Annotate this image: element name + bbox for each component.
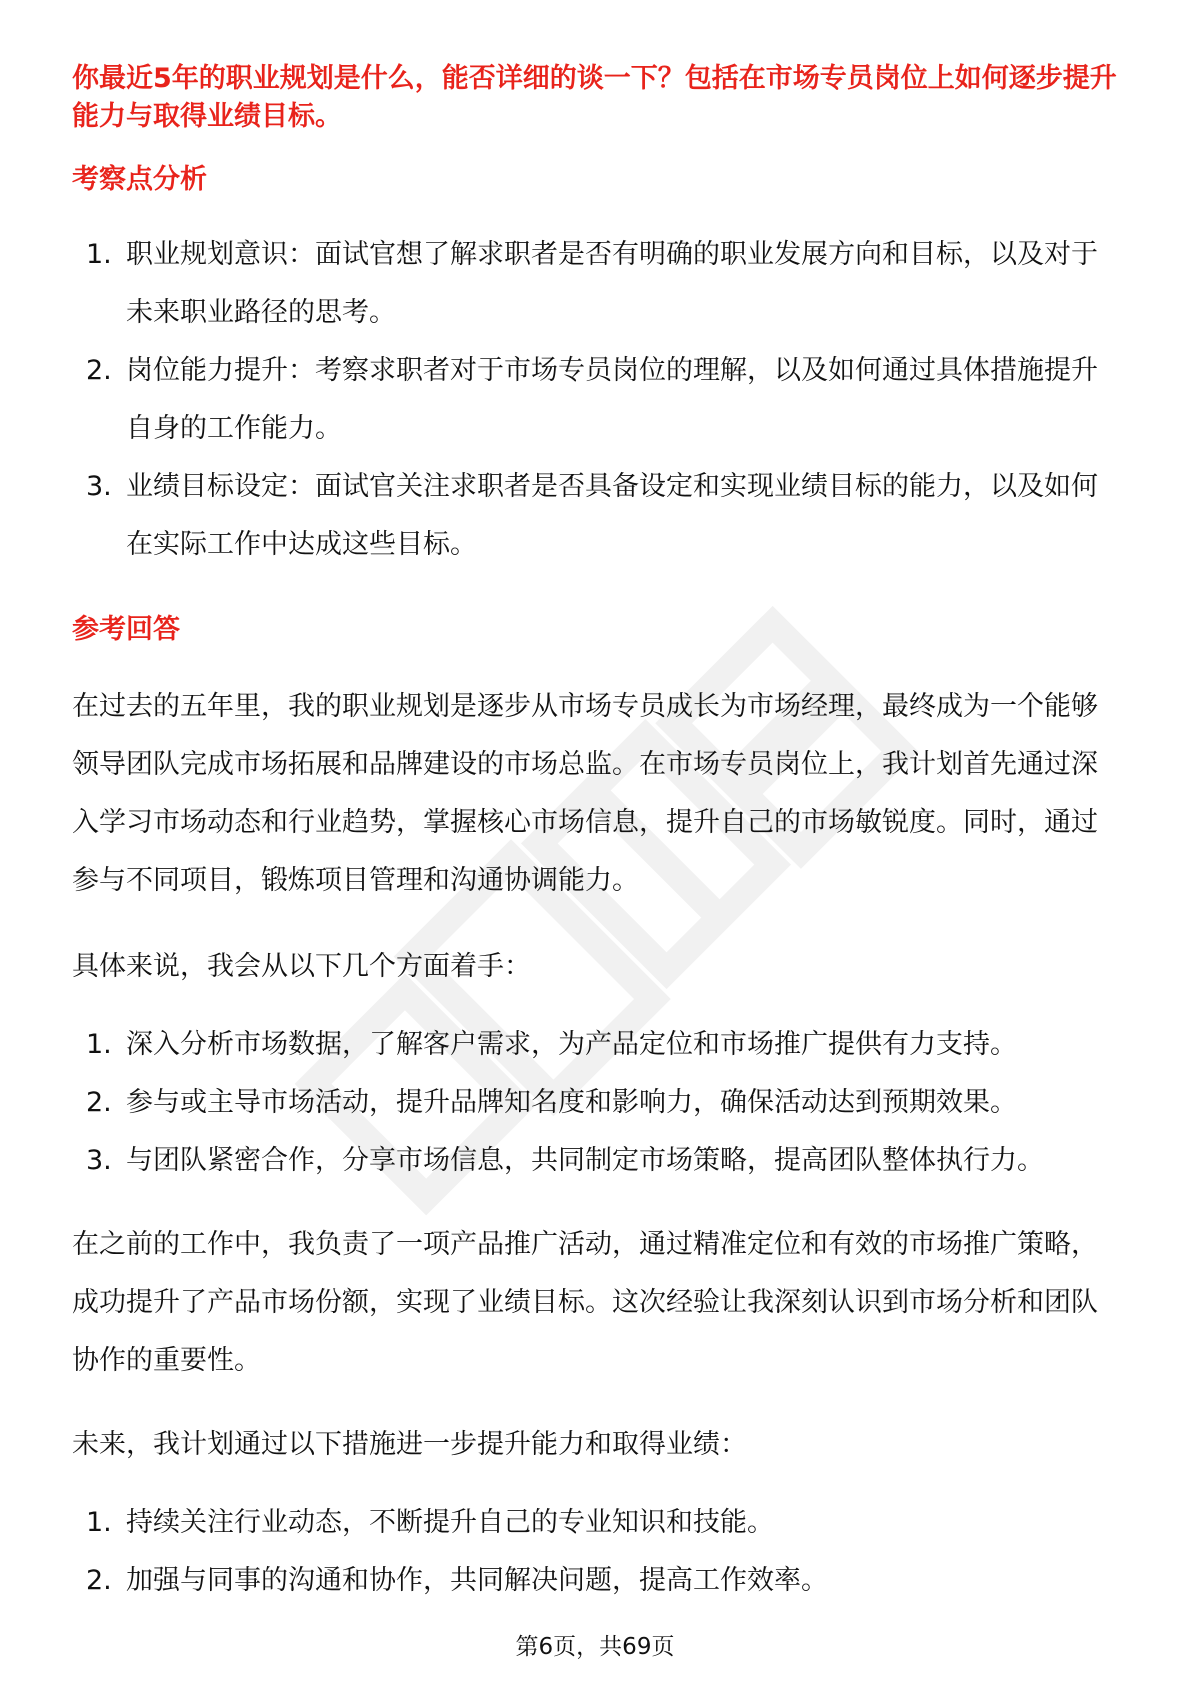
- list-text: 参与或主导市场活动，提升品牌知名度和影响力，确保活动达到预期效果。: [126, 1087, 1017, 1118]
- list-text: 与团队紧密合作，分享市场信息，共同制定市场策略，提高团队整体执行力。: [126, 1145, 1044, 1176]
- steps-list: [72, 1016, 1122, 1190]
- answer-paragraph: 在过去的五年里，我的职业规划是逐步从市场专员成长为市场经理，最终成为一个能够领导团队完成市场拓展和品牌建设的市场总监。在市场专员岗位上，我计划首先通过深入学习市场动态和行业趋势，掌握核心市场信息，提升自己的市场敏锐度。同时，通过参与不同项目，锻炼项目管理和沟通协调能力。: [72, 691, 1098, 896]
- list-number: 2.: [86, 1565, 112, 1596]
- list-item: [72, 458, 1122, 574]
- list-item: [72, 1016, 1122, 1074]
- list-item: [72, 1494, 1122, 1552]
- list-text: 加强与同事的沟通和协作，共同解决问题，提高工作效率。: [126, 1565, 828, 1596]
- list-text: 岗位能力提升：考察求职者对于市场专员岗位的理解，以及如何通过具体措施提升自身的工作能力。: [126, 355, 1098, 444]
- analysis-list: [72, 226, 1122, 574]
- analysis-section-title: 考察点分析: [72, 164, 207, 195]
- answer-paragraph: 具体来说，我会从以下几个方面着手：: [72, 951, 531, 982]
- question-heading: 你最近5年的职业规划是什么，能否详细的谈一下？包括在市场专员岗位上如何逐步提升能力与取得业绩目标。: [72, 63, 1117, 132]
- list-text: 持续关注行业动态，不断提升自己的专业知识和技能。: [126, 1507, 774, 1538]
- list-text: 业绩目标设定：面试官关注求职者是否具备设定和实现业绩目标的能力，以及如何在实际工作中达成这些目标。: [126, 471, 1098, 560]
- list-number: 2.: [86, 355, 112, 386]
- answer-section-title: 参考回答: [72, 614, 180, 645]
- answer-paragraph: 未来，我计划通过以下措施进一步提升能力和取得业绩：: [72, 1429, 747, 1460]
- list-item: [72, 1132, 1122, 1190]
- page-footer: 第6页，共69页: [515, 1634, 675, 1660]
- list-number: 1.: [86, 1507, 112, 1538]
- measures-list: [72, 1494, 1122, 1610]
- answer-paragraph: 在之前的工作中，我负责了一项产品推广活动，通过精准定位和有效的市场推广策略，成功提升了产品市场份额，实现了业绩目标。这次经验让我深刻认识到市场分析和团队协作的重要性。: [72, 1229, 1098, 1376]
- list-text: 职业规划意识：面试官想了解求职者是否有明确的职业发展方向和目标，以及对于未来职业路径的思考。: [126, 239, 1098, 328]
- list-number: 3.: [86, 471, 112, 502]
- list-item: [72, 1074, 1122, 1132]
- list-item: [72, 226, 1122, 342]
- document-page: [72, 60, 1122, 1610]
- list-number: 2.: [86, 1087, 112, 1118]
- list-number: 1.: [86, 239, 112, 270]
- list-item: [72, 1552, 1122, 1610]
- list-item: [72, 342, 1122, 458]
- list-text: 深入分析市场数据，了解客户需求，为产品定位和市场推广提供有力支持。: [126, 1029, 1017, 1060]
- list-number: 1.: [86, 1029, 112, 1060]
- list-number: 3.: [86, 1145, 112, 1176]
